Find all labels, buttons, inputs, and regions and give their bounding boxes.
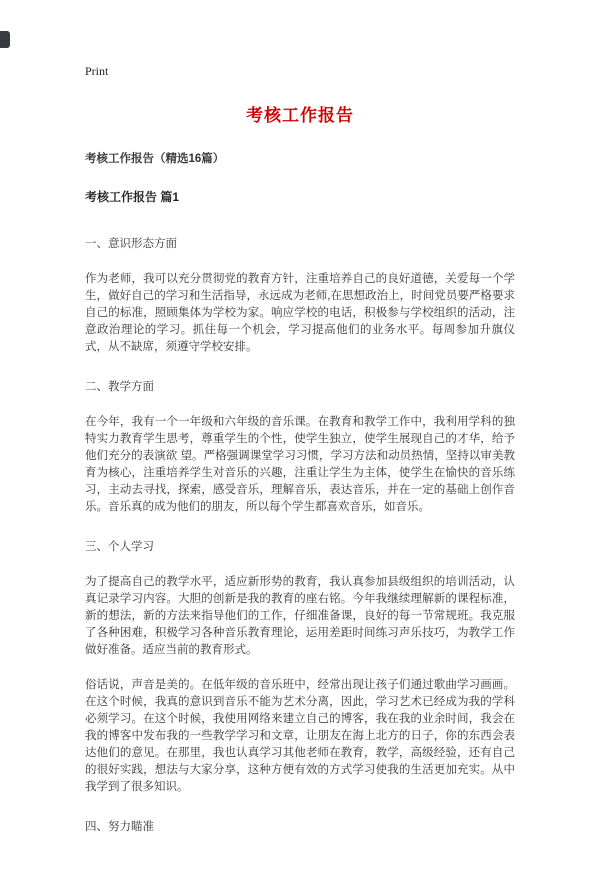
document-subtitle: 考核工作报告（精选16篇） — [85, 153, 225, 165]
section-teaching — [85, 378, 515, 516]
article-heading: 考核工作报告 篇1 — [85, 190, 180, 204]
section-effort-aim — [85, 818, 515, 834]
section-paragraph: 俗话说，声音是美的。在低年级的音乐班中，经常出现让孩子们通过歌曲学习画画。在这个时候，我真的意识到音乐不能为艺术分离，因此，学习艺术已经成为我的学科必须学习。在这个时候，我使用网络来建立自己的博客，我在我的业余时间，我会在我的博客中发布我的一些教学学习和文章，让朋友在海上北方的日子，你的东西会表达他们的意见。在那里，我也认真学习其他老师在教育，教学，高级经验，还有自己的很好实践，想法与大家分享，这种方便有效的方式学习使我的生活更加充实。从中我学到了很多知识。 — [85, 679, 515, 793]
section-heading: 二、教学方面 — [85, 381, 154, 393]
page-corner-mark — [0, 31, 10, 48]
section-ideology — [85, 235, 515, 356]
section-paragraph: 为了提高自己的教学水平，适应新形势的教育，我认真参加县级组织的培训活动，认真记录学习内容。大胆的创新是我的教育的座右铭。今年我继续理解新的课程标准，新的想法，新的方法来指导他们的工作，仔细准备课，良好的每一节常规班。我克服了各种困难，积极学习各种音乐教育理论，运用差距时间练习声乐技巧，为教学工作做好准备。适应当前的教育形式。 — [85, 576, 515, 656]
section-heading: 三、个人学习 — [85, 541, 154, 553]
section-heading: 一、意识形态方面 — [85, 238, 177, 250]
print-link[interactable]: Print — [85, 64, 109, 78]
section-paragraph: 作为老师，我可以充分贯彻党的教育方针，注重培养自己的良好道德，关爱每一个学生，做好自己的学习和生活指导，永远成为老师,在思想政治上，时间党员要严格要求自己的标准，照顾集体为学校为家。响应学校的电话，积极参与学校组织的活动，注意政治理论的学习。抓住每一个机会，学习提高他们的业务水平。每周参加升旗仪式，从不缺席，须遵守学校安排。 — [85, 273, 515, 353]
section-personal-study — [85, 538, 515, 796]
section-paragraph: 在今年，我有一个一年级和六年级的音乐课。在教育和教学工作中，我利用学科的独特实力教育学生思考，尊重学生的个性，使学生独立，使学生展现自己的才华，给予他们充分的表演欲 望。严格强调课堂学习习惯，学习方法和动员热情，坚持以审美教育为核心，注重培养学生对音乐的兴趣，注重让学生为主体，使学生在愉快的音乐练习，主动去寻找，探索，感受音乐，理解音乐，表达音乐，并在一定的基础上创作音乐。音乐真的成为他们的朋友，所以每个学生都喜欢音乐，如音乐。 — [85, 416, 515, 513]
section-heading: 四、努力瞄准 — [85, 821, 154, 833]
document-title: 考核工作报告 — [246, 106, 354, 125]
